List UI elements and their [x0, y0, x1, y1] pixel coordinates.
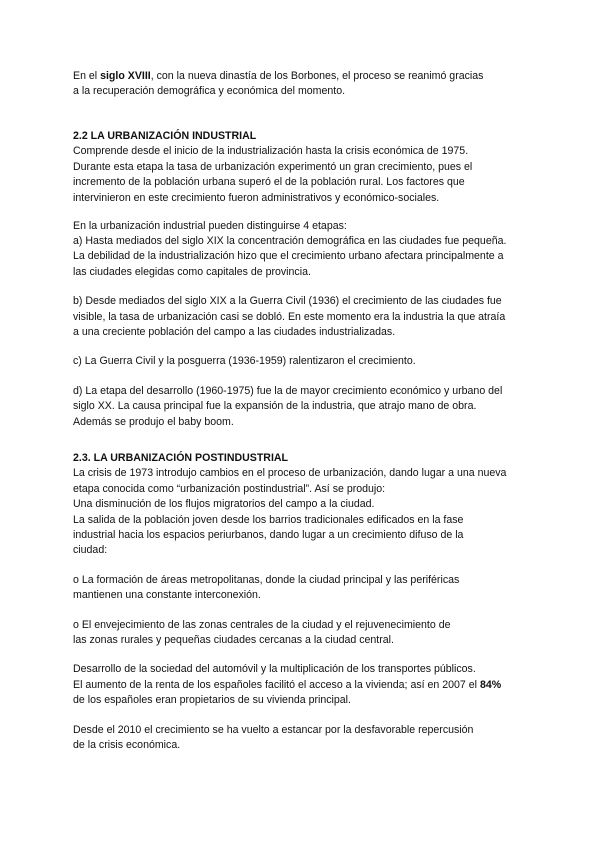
metro-line: o La formación de áreas metropolitanas, donde la ciudad principal y las periféricas — [73, 573, 460, 586]
stage-a-line: a) Hasta mediados del siglo XIX la concentración demográfica en las ciudades fue pequeña. — [73, 234, 507, 247]
stages-intro: En la urbanización industrial pueden distinguirse 4 etapas: — [73, 219, 347, 232]
society-line-3: de los españoles eran propietarios de su vivienda principal. — [73, 694, 351, 707]
paragraph-line: ciudad: — [73, 544, 108, 557]
paragraph-line: La salida de la población joven desde los barrios tradicionales edificados en la fase — [73, 513, 464, 526]
section-industrial — [73, 129, 533, 443]
section-heading-industrial: 2.2 LA URBANIZACIÓN INDUSTRIAL — [73, 130, 257, 142]
stage-a-line: La debilidad de la industrialización hizo que el crecimiento urbano afectara principalmente a — [73, 250, 504, 263]
intro-text-pre: En el — [73, 70, 101, 82]
paragraph-line: Durante esta etapa la tasa de urbanización experimentó un gran crecimiento, pues el — [73, 160, 473, 173]
stage-d — [73, 384, 533, 430]
stage-d-line: Además se produjo el baby boom. — [73, 415, 234, 428]
aging-line: o El envejecimiento de las zonas centrales de la ciudad y el rejuvenecimiento de — [73, 618, 451, 631]
intro-line-1 — [73, 69, 533, 84]
stages-block — [73, 219, 533, 281]
since-2010-line: Desde el 2010 el crecimiento se ha vuelto a estancar por la desfavorable repercusión — [73, 723, 474, 736]
intro-paragraph — [73, 69, 533, 100]
stage-c — [73, 354, 533, 369]
paragraph-line: Comprende desde el inicio de la industrialización hasta la crisis económica de 1975. — [73, 145, 469, 158]
stage-d-line: d) La etapa del desarrollo (1960-1975) fue la de mayor crecimiento económico y urbano del — [73, 384, 503, 397]
stage-a-line: las ciudades elegidas como capitales de provincia. — [73, 265, 311, 278]
postindustrial-intro — [73, 466, 533, 558]
stage-d-line: siglo XX. La causa principal fue la expansión de la industria, que atrajo mano de obra. — [73, 400, 477, 413]
society-line-2 — [73, 678, 533, 693]
since-2010-line: de la crisis económica. — [73, 739, 181, 752]
since-2010-block — [73, 723, 533, 754]
paragraph-line: etapa conocida como “urbanización postindustrial”. Así se produjo: — [73, 482, 386, 495]
stage-b — [73, 294, 533, 340]
intro-line-2: a la recuperación demográfica y económica del momento. — [73, 85, 346, 98]
society-line-1: Desarrollo de la sociedad del automóvil y la multiplicación de los transportes públicos. — [73, 663, 476, 676]
society-line-2-text: El aumento de la renta de los españoles facilitó el acceso a la vivienda; así en 2007 el — [73, 678, 480, 691]
stage-c-line: c) La Guerra Civil y la posguerra (1936-1959) ralentizaron el crecimiento. — [73, 355, 416, 368]
ownership-percentage: 84% — [479, 678, 502, 691]
metro-block — [73, 573, 533, 604]
paragraph-line: industrial hacia los espacios periurbanos, dando lugar a un crecimiento difuso de la — [73, 529, 464, 542]
stage-b-line: a una creciente población del campo a las ciudades industrializadas. — [73, 325, 396, 338]
paragraph-line: intervinieron en este crecimiento fueron administrativos y económico-sociales. — [73, 191, 440, 204]
aging-block — [73, 618, 533, 649]
society-block — [73, 662, 533, 708]
section-heading-postindustrial: 2.3. LA URBANIZACIÓN POSTINDUSTRIAL — [73, 452, 289, 464]
stage-b-line: visible, la tasa de urbanización casi se dobló. En este momento era la industria la que atraía — [73, 310, 506, 323]
paragraph-line: La crisis de 1973 introdujo cambios en el proceso de urbanización, dando lugar a una nueva — [73, 467, 507, 480]
stage-b-line: b) Desde mediados del siglo XIX a la Guerra Civil (1936) el crecimiento de las ciudades fue — [73, 295, 502, 308]
aging-line: las zonas rurales y pequeñas ciudades cercanas a la ciudad central. — [73, 634, 394, 647]
intro-bold-century: siglo XVIII — [100, 70, 151, 82]
metro-line: mantienen una constante interconexión. — [73, 589, 261, 602]
section-postindustrial — [73, 451, 533, 766]
paragraph-line: Una disminución de los flujos migratorios del campo a la ciudad. — [73, 498, 375, 511]
paragraph-line: incremento de la población urbana superó el de la población rural. Los factores que — [73, 176, 465, 189]
intro-text-post: , con la nueva dinastía de los Borbones, el proceso se reanimó gracias — [150, 70, 484, 82]
industrial-intro — [73, 144, 533, 206]
